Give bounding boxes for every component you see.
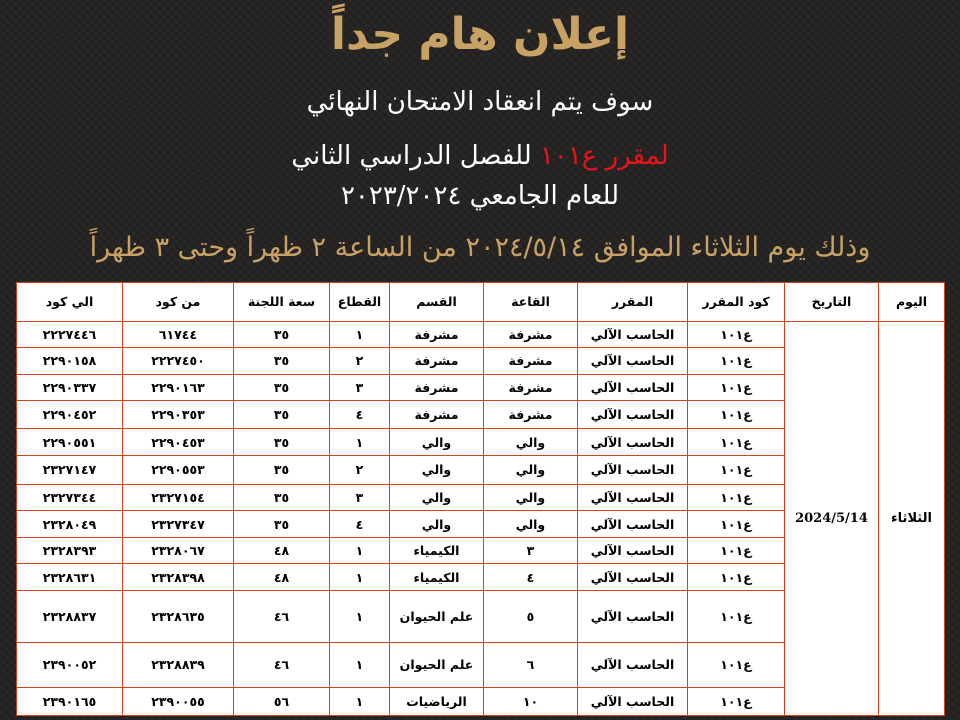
column-header: كود المقرر [688,283,785,322]
course-code-cell: ع١٠١ [688,374,785,400]
to-code-cell: ٢٢٢٧٤٤٦ [17,322,123,348]
capacity-cell: ٤٨ [234,564,330,590]
column-header: المقرر [578,283,688,322]
from-code-cell: ٢٢٩٠٤٥٣ [123,429,234,456]
from-code-cell: ٢٣٩٠٠٥٥ [123,687,234,715]
department-cell: والي [390,484,484,510]
course-name-cell: الحاسب الآلي [578,400,688,428]
day-cell: الثلاثاء [879,322,945,716]
sector-cell: ١ [330,429,390,456]
from-code-cell: ٢٣٢٧١٥٤ [123,484,234,510]
capacity-cell: ٣٥ [234,400,330,428]
course-name-cell: الحاسب الآلي [578,590,688,643]
from-code-cell: ٢٣٢٨٨٣٩ [123,643,234,687]
column-header: التاريخ [785,283,879,322]
to-code-cell: ٢٣٩٠١٦٥ [17,687,123,715]
sector-cell: ٢ [330,456,390,484]
sector-cell: ١ [330,564,390,590]
from-code-cell: ٢٣٢٨٠٦٧ [123,538,234,564]
hall-cell: والي [484,429,578,456]
sector-cell: ١ [330,538,390,564]
department-cell: مشرفة [390,348,484,374]
course-name-cell: الحاسب الآلي [578,456,688,484]
course-code-cell: ع١٠١ [688,484,785,510]
exam-datetime-line: وذلك يوم الثلاثاء الموافق ٢٠٢٤/٥/١٤ من الساعة ٢ ظهراً وحتى ٣ ظهراً [89,232,871,263]
hall-cell: والي [484,456,578,484]
to-code-cell: ٢٣٩٠٠٥٢ [17,643,123,687]
course-semester-line [0,136,960,176]
course-name-cell: الحاسب الآلي [578,510,688,537]
to-code-cell: ٢٣٢٨٦٣١ [17,564,123,590]
from-code-cell: ٢٢٩٠٥٥٣ [123,456,234,484]
to-code-cell: ٢٢٩٠٥٥١ [17,429,123,456]
course-code-cell: ع١٠١ [688,643,785,687]
course-name-cell: الحاسب الآلي [578,429,688,456]
to-code-cell: ٢٣٢٧٣٤٤ [17,484,123,510]
date-cell: 2024/5/14 [785,322,879,716]
department-cell: الرياضيات [390,687,484,715]
from-code-cell: ٢٣٢٨٣٩٨ [123,564,234,590]
course-code-cell: ع١٠١ [688,456,785,484]
capacity-cell: ٤٦ [234,590,330,643]
to-code-cell: ٢٢٩٠١٥٨ [17,348,123,374]
from-code-cell: ٢٢٩٠١٦٣ [123,374,234,400]
course-name-cell: الحاسب الآلي [578,564,688,590]
department-cell: الكيمياء [390,564,484,590]
hall-cell: والي [484,510,578,537]
hall-cell: ٥ [484,590,578,643]
hall-cell: مشرفة [484,322,578,348]
capacity-cell: ٣٥ [234,348,330,374]
semester-text: للفصل الدراسي الثاني [291,141,540,171]
hall-cell: مشرفة [484,348,578,374]
exam-notice-line: سوف يتم انعقاد الامتحان النهائي [306,87,654,117]
capacity-cell: ٥٦ [234,687,330,715]
sector-cell: ١ [330,590,390,643]
table-body [17,322,945,716]
sector-cell: ٢ [330,348,390,374]
column-header: سعة اللجنة [234,283,330,322]
course-code-cell: ع١٠١ [688,510,785,537]
capacity-cell: ٣٥ [234,322,330,348]
to-code-cell: ٢٣٢٧١٤٧ [17,456,123,484]
department-cell: والي [390,456,484,484]
announcement-title: إعلان هام جداً [330,9,630,60]
department-cell: الكيمياء [390,538,484,564]
to-code-cell: ٢٢٩٠٣٣٧ [17,374,123,400]
course-name-cell: الحاسب الآلي [578,348,688,374]
course-name-cell: الحاسب الآلي [578,687,688,715]
sector-cell: ٣ [330,374,390,400]
column-header: من كود [123,283,234,322]
capacity-cell: ٣٥ [234,374,330,400]
to-code-cell: ٢٣٢٨٠٤٩ [17,510,123,537]
course-name-cell: الحاسب الآلي [578,538,688,564]
hall-cell: ٣ [484,538,578,564]
from-code-cell: ٦١٧٤٤ [123,322,234,348]
hall-cell: مشرفة [484,400,578,428]
sector-cell: ٣ [330,484,390,510]
table-row [17,322,945,348]
department-cell: علم الحيوان [390,590,484,643]
sector-cell: ١ [330,687,390,715]
column-header: الي كود [17,283,123,322]
course-code-cell: ع١٠١ [688,687,785,715]
sector-cell: ١ [330,643,390,687]
department-cell: علم الحيوان [390,643,484,687]
capacity-cell: ٤٨ [234,538,330,564]
department-cell: مشرفة [390,374,484,400]
course-code-cell: ع١٠١ [688,322,785,348]
course-code-cell: ع١٠١ [688,429,785,456]
course-name-cell: الحاسب الآلي [578,322,688,348]
department-cell: مشرفة [390,322,484,348]
to-code-cell: ٢٣٢٨٨٣٧ [17,590,123,643]
sector-cell: ٤ [330,510,390,537]
course-name-cell: الحاسب الآلي [578,643,688,687]
course-name-cell: الحاسب الآلي [578,484,688,510]
hall-cell: ٦ [484,643,578,687]
department-cell: والي [390,429,484,456]
hall-cell: ١٠ [484,687,578,715]
course-code-cell: ع١٠١ [688,590,785,643]
department-cell: والي [390,510,484,537]
hall-cell: والي [484,484,578,510]
column-header: اليوم [879,283,945,322]
to-code-cell: ٢٢٩٠٤٥٢ [17,400,123,428]
capacity-cell: ٣٥ [234,456,330,484]
course-code-highlight: لمقرر ع١٠١ [539,141,669,171]
from-code-cell: ٢٣٢٧٣٤٧ [123,510,234,537]
exam-schedule-table-container [16,282,944,716]
academic-year-line: للعام الجامعي ٢٠٢٣/٢٠٢٤ [340,181,620,211]
column-header: القسم [390,283,484,322]
exam-schedule-table [16,282,945,716]
column-header: القطاع [330,283,390,322]
capacity-cell: ٤٦ [234,643,330,687]
table-header-row [17,283,945,322]
sector-cell: ٤ [330,400,390,428]
capacity-cell: ٣٥ [234,484,330,510]
hall-cell: ٤ [484,564,578,590]
from-code-cell: ٢٢٢٧٤٥٠ [123,348,234,374]
course-code-cell: ع١٠١ [688,400,785,428]
course-code-cell: ع١٠١ [688,348,785,374]
from-code-cell: ٢٢٩٠٣٥٣ [123,400,234,428]
column-header: القاعة [484,283,578,322]
hall-cell: مشرفة [484,374,578,400]
department-cell: مشرفة [390,400,484,428]
to-code-cell: ٢٣٢٨٣٩٣ [17,538,123,564]
course-name-cell: الحاسب الآلي [578,374,688,400]
course-code-cell: ع١٠١ [688,564,785,590]
sector-cell: ١ [330,322,390,348]
capacity-cell: ٣٥ [234,429,330,456]
course-code-cell: ع١٠١ [688,538,785,564]
from-code-cell: ٢٣٢٨٦٣٥ [123,590,234,643]
capacity-cell: ٣٥ [234,510,330,537]
